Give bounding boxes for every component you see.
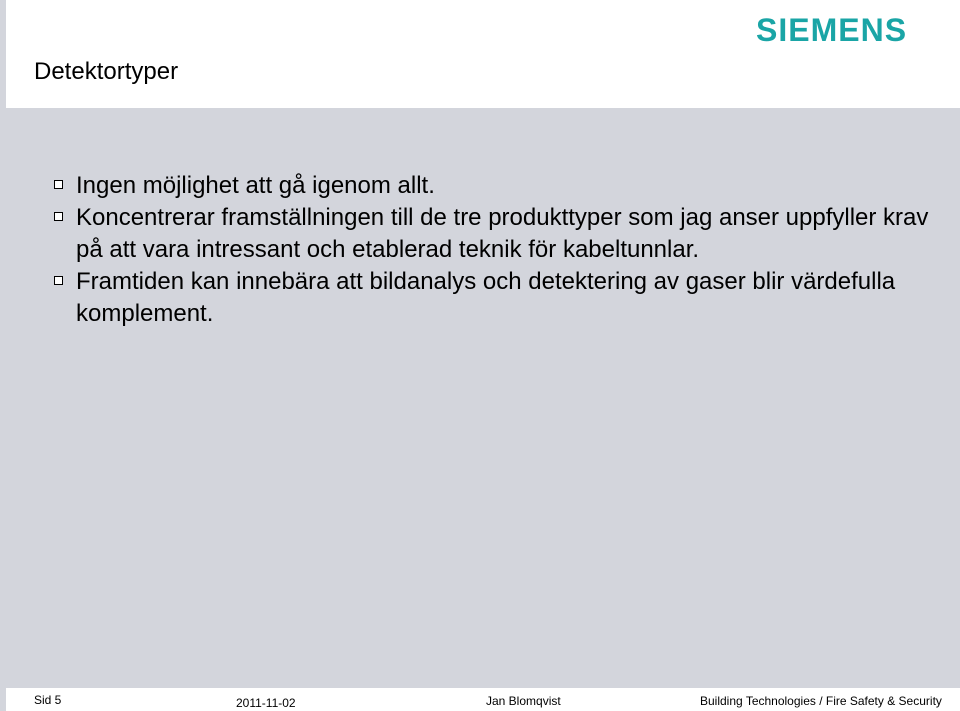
bullet-item xyxy=(52,202,932,266)
slide-header xyxy=(6,0,960,108)
footer-date: 2011-11-02 xyxy=(236,696,296,710)
slide-title: Detektortyper xyxy=(34,58,179,85)
bullet-text: Koncentrerar framställningen till de tre produkttyper som jag anser uppfyller krav på att vara intressant och etablerad teknik för kabeltunnlar. xyxy=(76,204,929,263)
page-number: Sid 5 xyxy=(34,693,62,707)
slide-content xyxy=(52,170,932,330)
slide-footer xyxy=(6,688,960,711)
square-bullet-icon xyxy=(54,180,63,189)
footer-author: Jan Blomqvist xyxy=(486,694,561,708)
bullet-text: Framtiden kan innebära att bildanalys och detektering av gaser blir värdefulla komplement. xyxy=(76,268,896,327)
footer-organization: Building Technologies / Fire Safety & Security xyxy=(700,694,942,708)
bullet-item xyxy=(52,266,932,330)
bullet-text: Ingen möjlighet att gå igenom allt. xyxy=(76,172,435,199)
bullet-item xyxy=(52,170,932,202)
square-bullet-icon xyxy=(54,276,63,285)
siemens-logo: SIEMENS xyxy=(756,12,908,48)
square-bullet-icon xyxy=(54,212,63,221)
